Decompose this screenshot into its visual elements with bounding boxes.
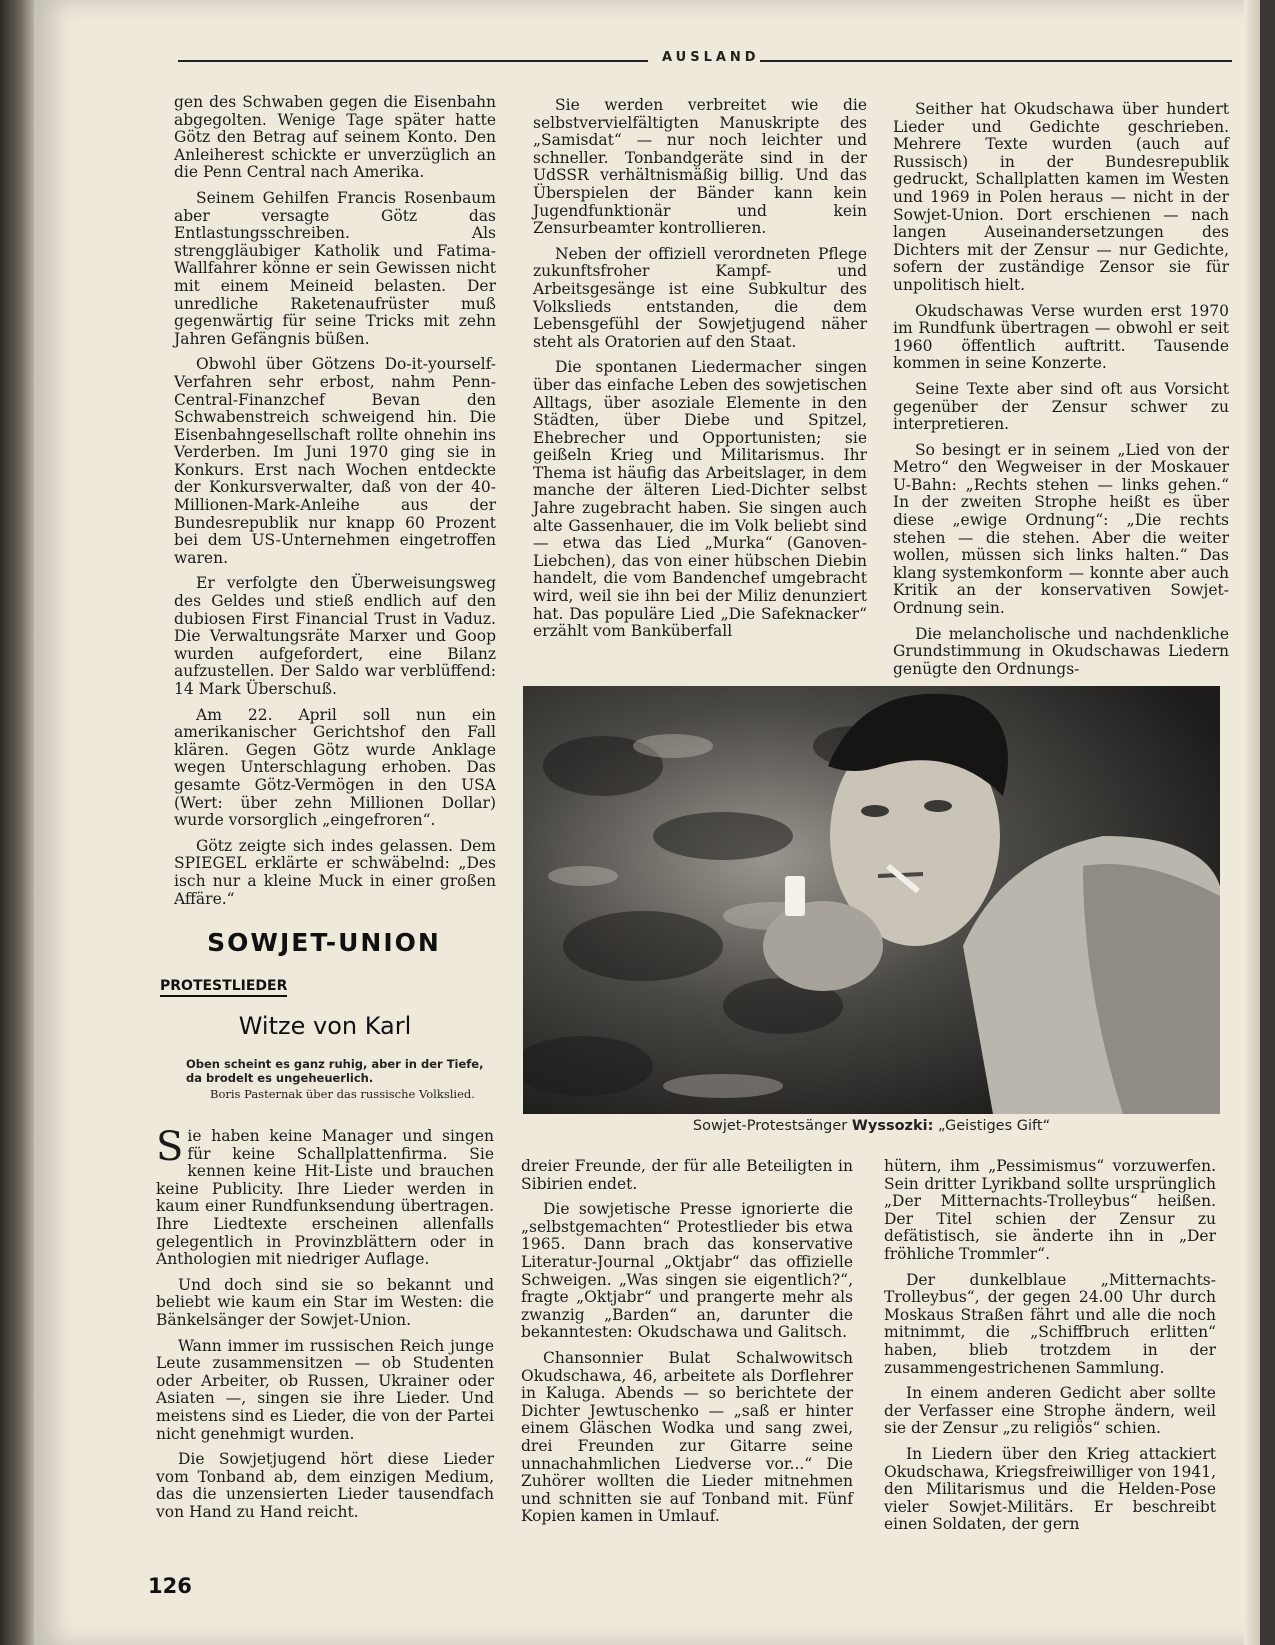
paragraph: Seither hat Okudschawa über hundert Lieder und Gedichte geschrieben. Mehrere Texte wurden (auch auf Russisch) in der Bundesrepublik gedruckt, Schallplatten kamen im Westen und 1969 in Polen heraus — nicht in der Sowjet-Union. Dort erschienen — nach langen Auseinandersetzungen des Dichters mit der Zensur — nur Gedichte, sofern der zuständige Zensor sie für unpolitisch hielt. <box>893 100 1229 294</box>
paragraph: In einem anderen Gedicht aber sollte der Verfasser eine Strophe ändern, weil sie der Zensur „zu religiös“ schien. <box>884 1384 1216 1438</box>
paragraph: Obwohl über Götzens Do-it-yourself-Verfahren sehr erbost, nahm Penn-Central-Finanzchef Bevan den Schwabenstreich schweigend hin. Die Eisenbahngesellschaft rollte ohnehin ins Verderben. Im Juni 1970 ging sie in Konkurs. Erst nach Wochen entdeckte der Konkursverwalter, daß von der 40-Millionen-Mark-Anleihe aus der Bundesrepublik nur knapp 60 Prozent bei dem US-Unternehmen eingetroffen waren. <box>174 355 496 567</box>
column-2-top <box>533 97 867 649</box>
article-headline: Witze von Karl <box>238 1012 412 1040</box>
paragraph: Und doch sind sie so bekannt und beliebt wie kaum ein Star im Westen: die Bänkelsänger der Sowjet-Union. <box>156 1275 494 1329</box>
paragraph: So besingt er in seinem „Lied von der Metro“ den Wegweiser in der Moskauer U-Bahn: „Rechts stehen — links gehen.“ In der zweiten Strophe heißt es über diese „ewige Ordnung“: „Die rechts stehen — die stehen. Aber die weiter wollen, müssen sich links halten.“ Das klang systemkonform — konnte aber auch Kritik an der konservativen Sowjet-Ordnung sein. <box>893 440 1229 618</box>
paragraph: Die spontanen Liedermacher singen über das einfache Leben des sowjetischen Alltags, über asoziale Elemente in den Städten, über Diebe und Spitzel, Ehebrecher und Opportunisten; sie geißeln Krieg und Militarismus. Ihr Thema ist häufig das Arbeitslager, in dem manche der älteren Lied-Dichter selbst Jahre zugebracht haben. Sie singen auch alte Gassenhauer, die im Volk beliebt sind — etwa das Lied „Murka“ (Ganoven-Liebchen), das von einer hübschen Diebin handelt, die vom Bandenchef umgebracht wird, weil sie ihn bei der Miliz denunziert hat. Das populäre Lied „Die Safeknacker“ erzählt vom Banküberfall <box>533 358 867 641</box>
paragraph: Chansonnier Bulat Schalwowitsch Okudschawa, 46, arbeitete als Dorflehrer in Kaluga. Abends — so berichtete der Dichter Jewtuschenko — „saß er hinter einem Gläschen Wodka und sang zwei, drei Freunden zur Gitarre seine unnachahmlichen Liedverse vor...“ Die Zuhörer wollten die Lieder mitnehmen und schnitten sie auf Tonband mit. Fünf Kopien kamen in Umlauf. <box>521 1348 853 1526</box>
photo-image <box>523 686 1220 1114</box>
drop-cap: S <box>156 1124 184 1170</box>
photo-caption <box>523 1118 1220 1134</box>
column-3-top <box>893 101 1229 686</box>
paragraph: Götz zeigte sich indes gelassen. Dem SPIEGEL erklärte er schwäbelnd: „Des isch nur a kleine Muck in einer großen Affäre.“ <box>174 836 496 908</box>
paragraph: Sie werden verbreitet wie die selbstvervielfältigten Manuskripte des „Samisdat“ — nur noch leichter und schneller. Tonbandgeräte sind in der UdSSR verhältnismäßig billig. Und das Überspielen der Bänder kann kein Jugendfunktionär und kein Zensurbeamter kontrollieren. <box>533 96 867 238</box>
paragraph: dreier Freunde, der für alle Beteiligten in Sibirien endet. <box>521 1157 853 1193</box>
epigraph-source: Boris Pasternak über das russische Volkslied. <box>210 1087 475 1101</box>
rubric-label: PROTESTLIEDER <box>160 978 287 997</box>
caption-prefix: Sowjet-Protestsänger <box>692 1118 852 1134</box>
paragraph: Er verfolgte den Überweisungsweg des Geldes und stieß endlich auf den dubiosen First Financial Trust in Vaduz. Die Verwaltungsräte Marxer und Goop wurden aufgefordert, eine Bilanz aufzustellen. Der Saldo war verblüffend: 14 Mark Überschuß. <box>174 574 496 698</box>
section-header: AUSLAND <box>662 50 760 65</box>
paragraph: hütern, ihm „Pessimismus“ vorzuwerfen. Sein dritter Lyrikband sollte ursprünglich „Der Mitternachts-Trolleybus“ heißen. Der Titel schien der Zensur zu defätistisch, sie änderte ihn in „Der fröhliche Trommler“. <box>884 1157 1216 1263</box>
portrait-photo <box>523 686 1220 1114</box>
paragraph: Seine Texte aber sind oft aus Vorsicht gegenüber der Zensur schwer zu interpretieren. <box>893 379 1229 434</box>
epigraph: Oben scheint es ganz ruhig, aber in der Tiefe, da brodelt es ungeheuerlich. <box>186 1057 484 1085</box>
paragraph: Seinem Gehilfen Francis Rosenbaum aber versagte Götz das Entlastungsschreiben. Als strenggläubiger Katholik und Fatima-Wallfahrer könne er sein Gewissen nicht mit einem Meineid belasten. Der unredliche Raketenaufrüster muß gegenwärtig für seine Tricks mit zehn Jahren Gefängnis büßen. <box>174 188 496 348</box>
paragraph: Am 22. April soll nun ein amerikanischer Gerichtshof den Fall klären. Gegen Götz wurde Anklage wegen Unterschlagung erhoben. Das gesamte Götz-Vermögen in den USA (Wert: über zehn Millionen Dollar) wurde vorsorglich „eingefroren“. <box>174 705 496 830</box>
caption-quote: „Geistiges Gift“ <box>933 1118 1051 1134</box>
paragraph: gen des Schwaben gegen die Eisenbahn abgegolten. Wenige Tage später hatte Götz den Betrag auf seinem Konto. Den Anleiherest schickte er unverzüglich an die Penn Central nach Amerika. <box>174 93 496 182</box>
paragraph: In Liedern über den Krieg attackiert Okudschawa, Kriegsfreiwilliger von 1941, den Militarismus und die Helden-Pose vieler Sowjet-Militärs. Er beschreibt einen Soldaten, der gern <box>884 1444 1216 1534</box>
page-number: 126 <box>148 1574 192 1598</box>
column-1-top <box>174 94 496 916</box>
book-spine <box>0 0 34 1645</box>
paragraph: Die sowjetische Presse ignorierte die „selbstgemachten“ Protestlieder bis etwa 1965. Dann brach das konservative Literatur-Journal „Oktjabr“ das offizielle Schweigen. „Was singen sie eigentlich?“, fragte „Oktjabr“ und prangerte mehr als zwanzig „Barden“ an, darunter die bekanntesten: Okudschawa und Galitsch. <box>521 1200 853 1342</box>
paragraph-text: ie haben keine Manager und singen für keine Schallplattenfirma. Sie kennen keine Hit-Liste und brauchen keine Publicity. Ihre Lieder werden in kaum einer Rundfunksendung übertragen. Ihre Liedtexte erscheinen allenfalls gelegentlich in Provinzblättern oder in Anthologien mit niedriger Auflage. <box>156 1127 494 1269</box>
paragraph: Okudschawas Verse wurden erst 1970 im Rundfunk übertragen — obwohl er seit 1960 öffentlich auftritt. Tausende kommen in seine Konzerte. <box>893 301 1229 373</box>
paragraph: Die melancholische und nachdenkliche Grundstimmung in Okudschawas Liedern genügte den Ordnungs- <box>893 624 1229 678</box>
caption-name: Wyssozki: <box>851 1118 934 1134</box>
department-title: SOWJET-UNION <box>207 928 441 957</box>
page-edge <box>1244 0 1260 1645</box>
paragraph: Wann immer im russischen Reich junge Leute zusammensitzen — ob Studenten oder Arbeiter, ob Russen, Ukrainer oder Asiaten —, singen sie ihre Lieder. Und meistens sind es Lieder, die von der Partei nicht genehmigt wurden. <box>156 1336 494 1443</box>
column-3-bottom <box>884 1158 1216 1542</box>
column-1-bottom <box>156 1124 494 1529</box>
paragraph: Neben der offiziell verordneten Pflege zukunftsfroher Kampf- und Arbeitsgesänge ist eine Subkultur des Volkslieds entstanden, die dem Lebensgefühl der Sowjetjugend näher steht als Oratorien auf den Staat. <box>533 244 867 351</box>
header-rule-right <box>760 60 1232 62</box>
paragraph: Die Sowjetjugend hört diese Lieder vom Tonband ab, dem einzigen Medium, das die unzensierten Lieder tausendfach von Hand zu Hand reicht. <box>156 1450 494 1521</box>
column-2-bottom <box>521 1158 853 1534</box>
paragraph <box>156 1124 494 1269</box>
paragraph: Der dunkelblaue „Mitternachts-Trolleybus“, der gegen 24.00 Uhr durch Moskaus Straßen fährt und alle die noch mitnimmt, die „Schiffbruch erlitten“ haben, blieb trotzdem in der zusammengestrichenen Sammlung. <box>884 1270 1216 1377</box>
header-rule-left <box>178 60 648 62</box>
